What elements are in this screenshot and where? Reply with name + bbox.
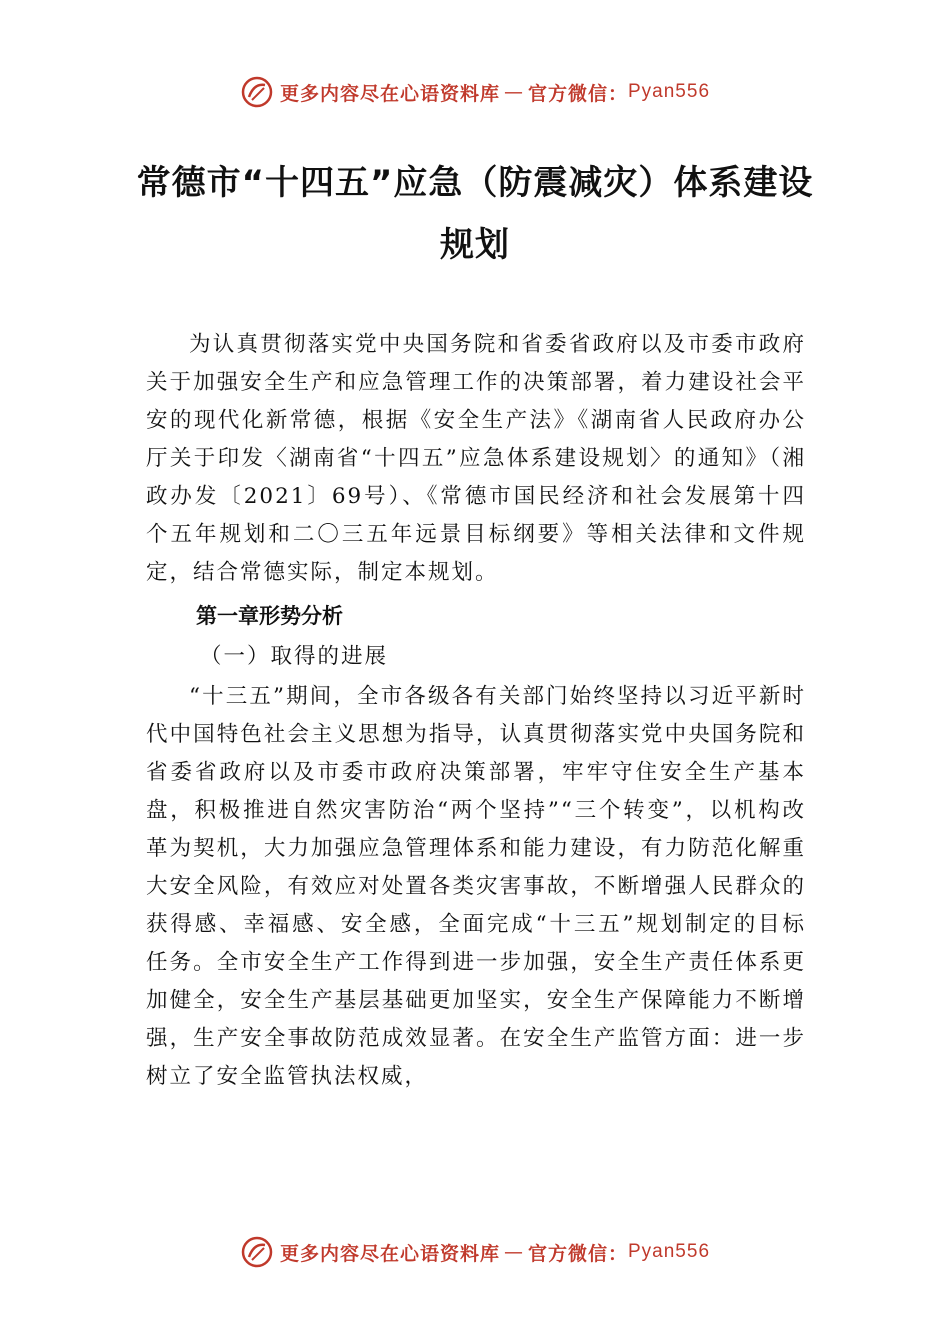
watermark-wechat-id: Pyan556 bbox=[628, 1241, 711, 1262]
watermark-wechat-label: 官方微信： bbox=[527, 82, 628, 105]
brand-logo-icon bbox=[240, 75, 274, 109]
chapter-heading: 第一章形势分析 bbox=[196, 604, 343, 628]
document-title: 常德市“十四五”应急（防震减灾）体系建设规划 bbox=[136, 163, 814, 265]
watermark-separator: — bbox=[503, 81, 524, 103]
document-body bbox=[146, 326, 806, 1096]
body-paragraph: “十三五”期间，全市各级各有关部门始终坚持以习近平新时代中国特色社会主义思想为指导，认真贯彻落实党中央国务院和省委省政府以及市委市政府决策部署，牢牢守住安全生产基本盘，积极推进自然灾害防治“两个坚持”“三个转变”，以机构改革为契机，大力加强应急管理体系和能力建设，有力防范化解重大安全风险，有效应对处置各类灾害事故，不断增强人民群众的获得感、幸福感、安全感，全面完成“十三五”规划制定的目标任务。全市安全生产工作得到进一步加强，安全生产责任体系更加健全，安全生产基层基础更加坚实，安全生产保障能力不断增强，生产安全事故防范成效显著。在安全生产监管方面：进一步树立了安全监管执法权威， bbox=[146, 684, 806, 1089]
watermark-text: 更多内容尽在心语资料库 bbox=[279, 82, 500, 105]
brand-logo-icon bbox=[240, 1235, 274, 1269]
watermark-separator: — bbox=[503, 1241, 524, 1263]
intro-paragraph: 为认真贯彻落实党中央国务院和省委省政府以及市委市政府关于加强安全生产和应急管理工作的决策部署，着力建设社会平安的现代化新常德，根据《安全生产法》《湖南省人民政府办公厅关于印发〈湖南省“十四五”应急体系建设规划〉的通知》（湘政办发〔2021〕69号）、《常德市国民经济和社会发展第十四个五年规划和二〇三五年远景目标纲要》等相关法律和文件规定，结合常德实际，制定本规划。 bbox=[146, 332, 806, 585]
footer-watermark bbox=[0, 1232, 950, 1272]
header-watermark bbox=[0, 72, 950, 112]
watermark-wechat-label: 官方微信： bbox=[527, 1242, 628, 1265]
watermark-text: 更多内容尽在心语资料库 bbox=[279, 1242, 500, 1265]
section-heading: （一）取得的进展 bbox=[200, 644, 389, 669]
watermark-wechat-id: Pyan556 bbox=[628, 81, 711, 102]
